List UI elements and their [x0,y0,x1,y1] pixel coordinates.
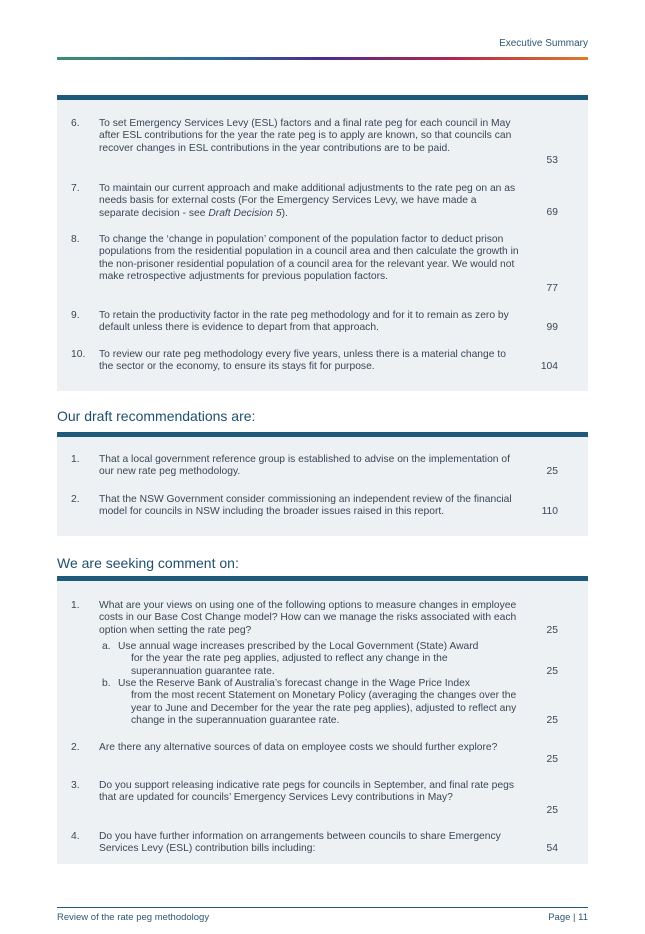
item-page-ref: 25 [546,805,558,816]
comments-box [57,576,588,864]
item-text: That a local government reference group is established to advise on the implementation of our new rate peg methodology. [99,454,510,478]
item-text: To set Emergency Services Levy (ESL) factors and a final rate peg for each council in May after ESL contributions for the year the rate peg is to apply are known, so that councils can recover changes in ESL contributions in the year contributions are to be paid. [99,118,512,154]
item-page-ref: 110 [541,506,558,517]
item-page-ref: 77 [546,283,558,294]
item-text: What are your views on using one of the following options to measure changes in employee costs in our Base Cost Change model? How can we manage the risks associated with each option when setting the rate peg? [99,600,517,636]
item-page-ref: 104 [540,361,558,372]
item-number: 2. [71,494,80,505]
item-text: That the NSW Government consider commissioning an independent review of the financial model for councils in NSW including the broader issues raised in this report. [99,494,512,518]
item-page-ref: 25 [546,754,558,765]
item-text: To maintain our current approach and make additional adjustments to the rate peg on an as needs basis for external costs (For the Emergency Services Levy, we have made a separate decision - see Draft Decision 5). [99,183,516,219]
sub-item-text: Use the Reserve Bank of Australia’s forecast change in the Wage Price Index from the most recent Statement on Monetary Policy (averaging the changes over the year to June and December for the year the rate peg applies), adjusted to reflect any change in the superannuation guarantee rate. [118,678,517,727]
item-text-emphasis: Draft Decision 5 [208,207,282,219]
item-text: Do you have further information on arrangements between councils to share Emergency Services Levy (ESL) contribution bills including: [99,831,501,855]
item-number: 4. [71,831,80,842]
item-text: To change the ‘change in population’ component of the population factor to deduct prison populations from the residential population in a council area and then calculate the growth in the non-prisoner residential population of a council area for the relevant year. We would not make retrospective adjustments for previous population factors. [99,234,519,283]
item-page-ref: 25 [546,625,558,636]
item-page-ref: 25 [546,715,558,726]
footer-page-number: Page | 11 [548,912,588,923]
recommendations-heading: Our draft recommendations are: [57,408,256,424]
item-number: 7. [71,183,80,194]
item-number: 10. [71,349,86,360]
footer-document-title: Review of the rate peg methodology [57,912,210,923]
item-text: To review our rate peg methodology every five years, unless there is a material change to the sector or the economy, to ensure its stays fit for purpose. [99,349,506,373]
sub-item-letter: a. [102,641,111,652]
item-number: 3. [71,780,80,791]
item-page-ref: 25 [546,466,558,477]
item-number: 6. [71,118,80,129]
item-text: Do you support releasing indicative rate pegs for councils in September, and final rate pegs that are updated for councils’ Emergency Services Levy contributions in May? [99,780,514,804]
item-number: 8. [71,234,80,245]
header-gradient-rule [57,57,588,60]
recommendations-box [57,432,588,536]
decisions-box [57,95,588,391]
item-page-ref: 99 [546,322,558,333]
footer-rule [57,907,588,908]
sub-item-letter: b. [102,678,111,689]
item-number: 1. [71,454,80,465]
item-text: To retain the productivity factor in the rate peg methodology and for it to remain as zero by default unless there is evidence to depart from that approach. [99,310,509,334]
comments-heading: We are seeking comment on: [57,555,239,571]
running-header: Executive Summary [499,38,588,49]
item-number: 2. [71,742,80,753]
item-number: 9. [71,310,80,321]
item-number: 1. [71,600,80,611]
item-page-ref: 53 [546,155,558,166]
item-text: Are there any alternative sources of data on employee costs we should further explore? [99,742,498,753]
sub-item-text: Use annual wage increases prescribed by the Local Government (State) Award for the year the rate peg applies, adjusted to reflect any change in the superannuation guarantee rate. [118,641,479,677]
item-page-ref: 54 [546,843,558,854]
item-page-ref: 69 [546,207,558,218]
item-page-ref: 25 [546,666,558,677]
